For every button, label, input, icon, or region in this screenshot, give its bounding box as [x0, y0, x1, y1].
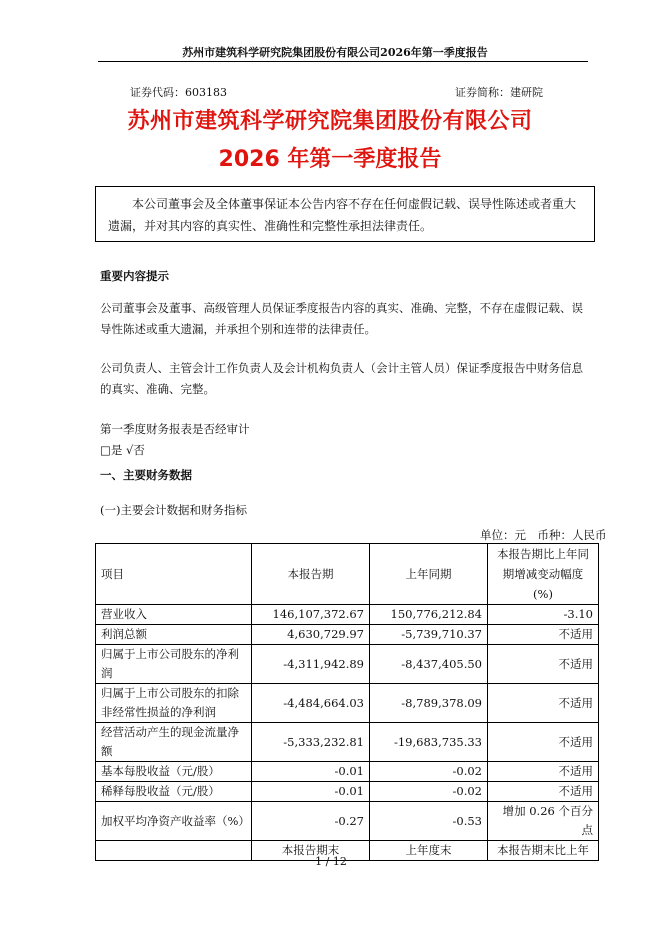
table-cell: 加权平均净资产收益率（%）: [96, 802, 252, 841]
table-cell: 4,630,729.97: [252, 625, 370, 645]
stock-abbr: 证券简称：建研院: [455, 86, 543, 99]
table-cell: -5,739,710.37: [370, 625, 488, 645]
header-rule: [98, 61, 588, 62]
table-cell: 本报告期末比上年: [488, 841, 599, 861]
important-para-1: 公司董事会及董事、高级管理人员保证季度报告内容的真实、准确、完整，不存在虚假记载、误导性陈述或重大遗漏，并承担个别和连带的法律责任。: [100, 301, 583, 336]
financial-table: [95, 543, 599, 861]
table-cell: 不适用: [488, 645, 599, 684]
table-row: [96, 723, 599, 762]
table-cell: 不适用: [488, 684, 599, 723]
table-cell: -4,484,664.03: [252, 684, 370, 723]
table-cell: 利润总额: [96, 625, 252, 645]
table-cell: -0.53: [370, 802, 488, 841]
table-row: [96, 802, 599, 841]
table-row: [96, 762, 599, 782]
table-cell: 不适用: [488, 782, 599, 802]
table-header-row: [96, 544, 599, 605]
unit-line: 单位：元 币种：人民币: [480, 528, 607, 542]
table-header-cell: 本报告期: [252, 544, 370, 605]
table-cell: 不适用: [488, 625, 599, 645]
table-row: [96, 782, 599, 802]
table-cell: -19,683,735.33: [370, 723, 488, 762]
section-subheading: (一)主要会计数据和财务指标: [100, 503, 247, 517]
table-cell: 归属于上市公司股东的净利润: [96, 645, 252, 684]
table-cell: 不适用: [488, 762, 599, 782]
notice-text: 本公司董事会及全体董事保证本公告内容不存在任何虚假记载、误导性陈述或者重大遗漏，并对其内容的真实性、准确性和完整性承担法律责任。: [108, 197, 577, 233]
table-cell: -0.27: [252, 802, 370, 841]
table-row: [96, 605, 599, 625]
table-cell: 归属于上市公司股东的扣除非经常性损益的净利润: [96, 684, 252, 723]
table-cell: 增加 0.26 个百分点: [488, 802, 599, 841]
table-cell: 146,107,372.67: [252, 605, 370, 625]
table-cell: 稀释每股收益（元/股）: [96, 782, 252, 802]
table-cell: -0.01: [252, 782, 370, 802]
report-title: 2026 年第一季度报告: [218, 147, 442, 172]
table-cell: 上年度末: [370, 841, 488, 861]
table-cell: -0.02: [370, 782, 488, 802]
table-cell: 不适用: [488, 723, 599, 762]
table-row: [96, 625, 599, 645]
table-cell: 经营活动产生的现金流量净额: [96, 723, 252, 762]
table-cell: 150,776,212.84: [370, 605, 488, 625]
table-row: [96, 645, 599, 684]
table-cell: -4,311,942.89: [252, 645, 370, 684]
notice-box: [95, 186, 595, 242]
table-row: [96, 684, 599, 723]
important-heading: 重要内容提示: [100, 269, 169, 283]
running-header: 苏州市建筑科学研究院集团股份有限公司2026年第一季度报告: [182, 46, 488, 59]
audit-question: 第一季度财务报表是否经审计: [100, 422, 250, 436]
table-header-cell: 项目: [96, 544, 252, 605]
stock-code: 证券代码：603183: [130, 86, 227, 99]
table-cell: -0.01: [252, 762, 370, 782]
table-cell: -8,789,378.09: [370, 684, 488, 723]
company-title: 苏州市建筑科学研究院集团股份有限公司: [127, 109, 533, 134]
table-cell: 基本每股收益（元/股）: [96, 762, 252, 782]
table-cell: -0.02: [370, 762, 488, 782]
table-cell: 营业收入: [96, 605, 252, 625]
page-number: 1 / 12: [315, 855, 347, 868]
table-cell: 本报告期末: [252, 841, 370, 861]
table-cell: -5,333,232.81: [252, 723, 370, 762]
table-header-cell: 上年同期: [370, 544, 488, 605]
audit-answer: □是 √否: [100, 443, 145, 457]
important-para-2: 公司负责人、主管会计工作负责人及会计机构负责人（会计主管人员）保证季度报告中财务信息的真实、准确、完整。: [100, 361, 583, 396]
table-header-cell: 本报告期比上年同期增减变动幅度(%): [488, 544, 599, 605]
table-cell: -8,437,405.50: [370, 645, 488, 684]
table-cell: -3.10: [488, 605, 599, 625]
section-heading: 一、主要财务数据: [100, 468, 192, 482]
